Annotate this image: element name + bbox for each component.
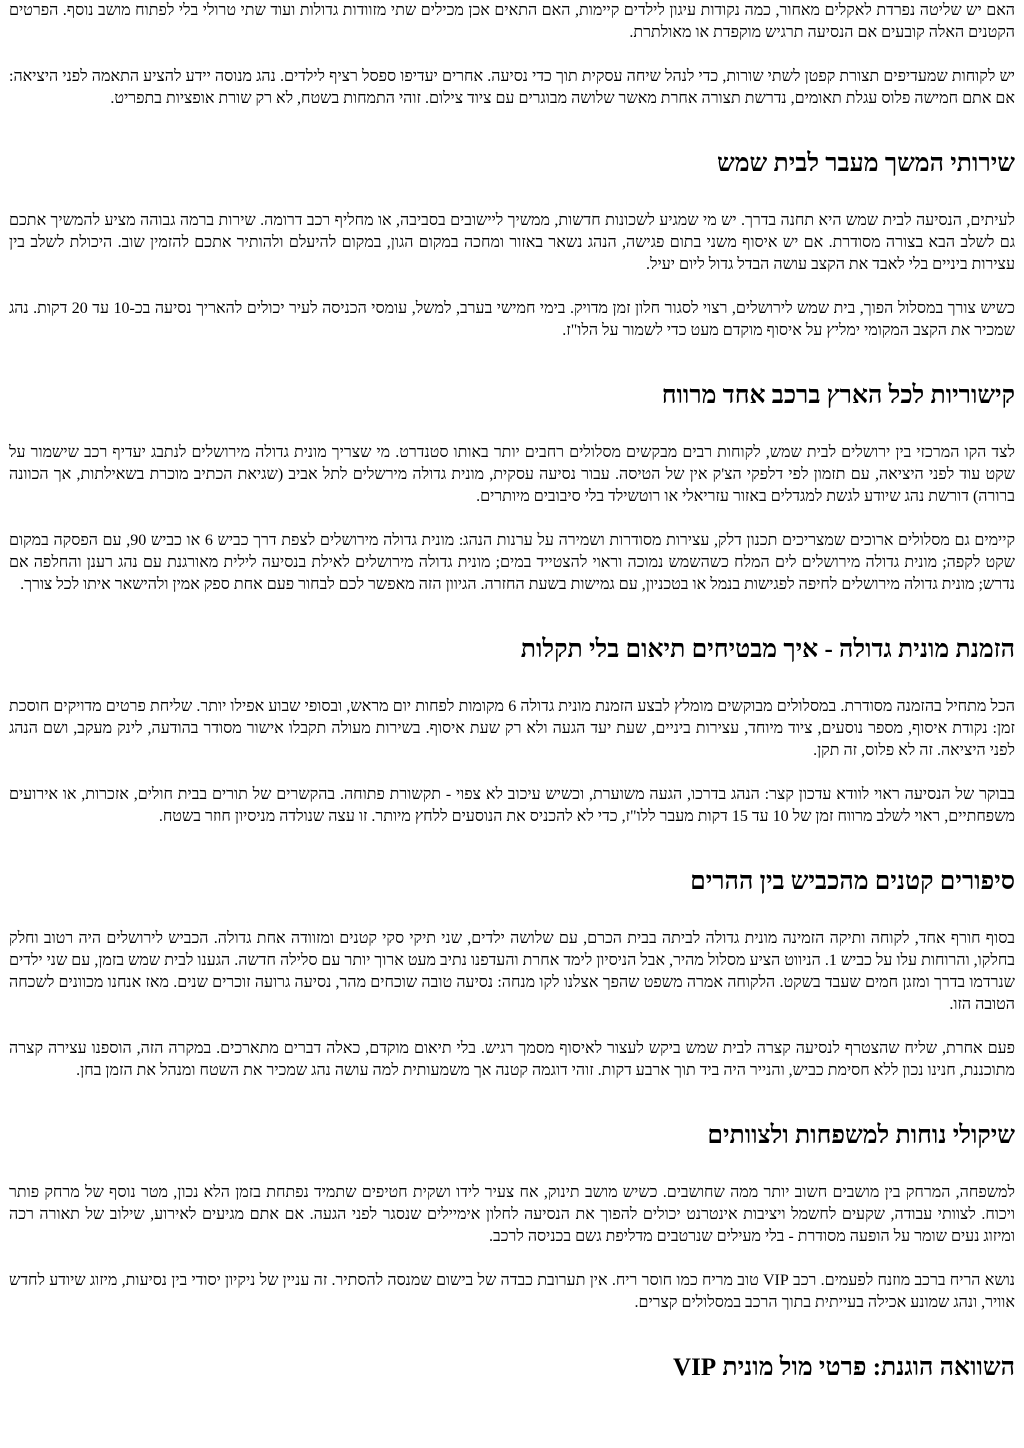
paragraph: הכל מתחיל בהזמנה מסודרת. במסלולים מבוקשים מומלץ לבצע הזמנת מונית גדולה 6 מקומות לפחות יום מראש, ובסופי שבוע אפילו יותר. שליחת פרטים מדויקים חוסכת זמן: נקודת איסוף, מספר נוסעים, ציוד מיוחד, עצירות ביניים, שעת יעד הגעה ולא רק שעת איסוף. בשירות מעולה תקבלו אישור מסודר בהודעה, לינק מעקב, ושם הנהג לפני היציאה. זה לא פלוס, זה תקן.: [9, 698, 1016, 759]
paragraph: קיימים גם מסלולים ארוכים שמצריכים תכנון דלק, עצירות מסודרות ושמירה על ערנות הנהג: מונית גדולה מירושלים לצפת דרך כביש 6 או כביש 90, עם הפסקה במקום שקט לקפה; מונית גדולה מירושלים לים המלח כשהשמש נמוכה וראוי להצטייד במים; מונית גדולה מירושלים לאילת בנסיעה לילית מאורגנת עם נהג רענן והחלפה אם נדרש; מונית גדולה מירושלים לחיפה לפגישות בנמל או בטכניון, עם גמישות בשעת החזרה. הגיוון הזה מאפשר לכם לבחור פעם אחת ספק אמין ולהישאר איתו לכל צורך.: [9, 532, 1016, 593]
paragraph: כשיש צורך במסלול הפוך, בית שמש לירושלים, רצוי לסגור חלון זמן מדויק. בימי חמישי בערב, למשל, עומסי הכניסה לעיר יכולים להאריך נסיעה בכ-10 עד 20 דקות. נהג שמכיר את הקצב המקומי ימליץ על איסוף מוקדם מעט כדי לשמור על הלו"ז.: [9, 300, 1016, 339]
paragraph: בסוף חורף אחד, לקוחה ותיקה הזמינה מונית גדולה לביתה בבית הכרם, עם שלושה ילדים, שני תיקי סקי קטנים ומזוודה אחת גדולה. הכביש לירושלים היה רטוב וחלק בחלקו, והרוחות עלו על כביש 1. הניווט הציע מסלול מהיר, אבל הניסיון לימד אחרת והעדפנו נתיב מעט ארוך יותר עם סלילה חדשה. הגענו לבית שמש בזמן, עם שני ילדים שנרדמו בדרך ומזגן חמים שעבד בשקט. הלקוחה אמרה משפט שהפך אצלנו לקו מנחה: נסיעה טובה שוכחים מהר, נסיעה גרועה זוכרים שנים. מאז אנחנו מכוונים לשכחה הטובה הזו.: [9, 930, 1015, 1013]
paragraph: האם יש שליטה נפרדת לאקלים מאחור, כמה נקודות עיגון לילדים קיימות, האם התאים אכן מכילים שתי מזוודות גדולות ועוד שתי טרולי בלי לפתוח מושב נוסף. הפרטים הקטנים האלה קובעים אם הנסיעה תרגיש מוקפדת או מאולתרת.: [9, 2, 1015, 41]
paragraph: למשפחה, המרחק בין מושבים חשוב יותר ממה שחושבים. כשיש מושב תינוק, אח צעיר לידו ושקית חטיפים שתמיד נפתחת בזמן הלא נכון, מטר נוסף של מרחק פותר ויכוח. לצוותי עבודה, שקעים לחשמל ויציבות אינטרנט יכולים להפוך את הנסיעה לחלון אימיילים שנסגר לפני הגעה. אם אתם מגיעים לאירוע, שילוב של תאורה רכה ומיזוג נעים שומר על הופעה מסודרת - בלי מעילים שנרטבים מדליפת גשם בכניסה לרכב.: [9, 1184, 1015, 1245]
section-heading: סיפורים קטנים מהכביש בין ההרים: [690, 868, 1015, 895]
section-heading: שיקולי נוחות למשפחות ולצוותים: [707, 1122, 1015, 1149]
section-heading: קישוריות לכל הארץ ברכב אחד מרווח: [661, 382, 1015, 409]
paragraph: בבוקר של הנסיעה ראוי לוודא עדכון קצר: הנהג בדרכו, הגעה משוערת, וכשיש עיכוב לא צפוי - תקשורת פתוחה. בהקשרים של תורים בבית חולים, אזכרות, או אירועים משפחתיים, ראוי לשלב מרווח זמן של 10 עד 15 דקות מעבר ללו"ז, כדי לא להכניס את הנוסעים ללחץ מיותר. זו עצה שנולדה מניסיון חוזר בשטח.: [9, 786, 1015, 825]
section-heading: הזמנת מונית גדולה - איך מבטיחים תיאום בלי תקלות: [520, 636, 1015, 663]
section-heading: השוואה הוגנת: פרטי מול מונית VIP: [673, 1354, 1015, 1381]
paragraph: לצד הקו המרכזי בין ירושלים לבית שמש, לקוחות רבים מבקשים מסלולים רחבים יותר באותו סטנדרט. מי שצריך מונית גדולה מירושלים לנתבג יעדיף רכב שישמור על שקט עוד לפני היציאה, עם תזמון לפי דלפקי הצ'ק אין של הטיסה. עבור נסיעה עסקית, מונית גדולה מירשלים לתל אביב (שגיאת הכתיב מוכרת בשאילתות, אך הכוונה ברורה) דורשת נהג שיודע לגשת למגדלים באזור עזריאלי או רוטשילד בלי סיבובים מיותרים.: [9, 444, 1015, 505]
paragraph: פעם אחרת, שליח שהצטרף לנסיעה קצרה לבית שמש ביקש לעצור לאיסוף מסמך רגיש. בלי תיאום מוקדם, כאלה דברים מתארכים. במקרה הזה, הוספנו עצירה קצרה מתוכננת, חנינו נכון ללא חסימת כביש, והנייר היה ביד תוך ארבע דקות. זוהי דוגמה קטנה אך משמעותית למה עושה נהג שמכיר את השטח ומנהל את הזמן בחן.: [9, 1040, 1015, 1079]
paragraph: יש לקוחות שמעדיפים תצורת קפטן לשתי שורות, כדי לנהל שיחה עסקית תוך כדי נסיעה. אחרים יעדיפו ספסל רציף לילדים. נהג מנוסה יידע להציע התאמה לפני היציאה: אם אתם חמישה פלוס עגלת תאומים, נדרשת תצורה אחרת מאשר שלושה מבוגרים עם ציוד צילום. זוהי התמחות בשטח, לא רק שורת אופציות בתפריט.: [9, 68, 1015, 107]
paragraph: נושא הריח ברכב מוזנח לפעמים. רכב VIP טוב מריח כמו חוסר ריח. אין תערובת כבדה של בישום שמנסה להסתיר. זה עניין של ניקיון יסודי בין נסיעות, מיזוג שיודע לחדש אוויר, ונהג שמונע אכילה בעייתית בתוך הרכב במסלולים קצרים.: [9, 1272, 1015, 1311]
paragraph: לעיתים, הנסיעה לבית שמש היא תחנה בדרך. יש מי שמגיע לשכונות חדשות, ממשיך ליישובים בסביבה, או מחליף רכב דרומה. שירות ברמה גבוהה מציע להמשיך אתכם גם לשלב הבא בצורה מסודרת. אם יש איסוף משני בתום פגישה, הנהג נשאר באזור ומחכה במקום הגון, במקום להיעלם ולהותיר אתכם להזמין שוב. היכולת לשלב בין עצירות ביניים בלי לאבד את הקצב עושה הבדל גדול ליום יעיל.: [9, 212, 1015, 273]
section-heading: שירותי המשך מעבר לבית שמש: [717, 150, 1015, 177]
